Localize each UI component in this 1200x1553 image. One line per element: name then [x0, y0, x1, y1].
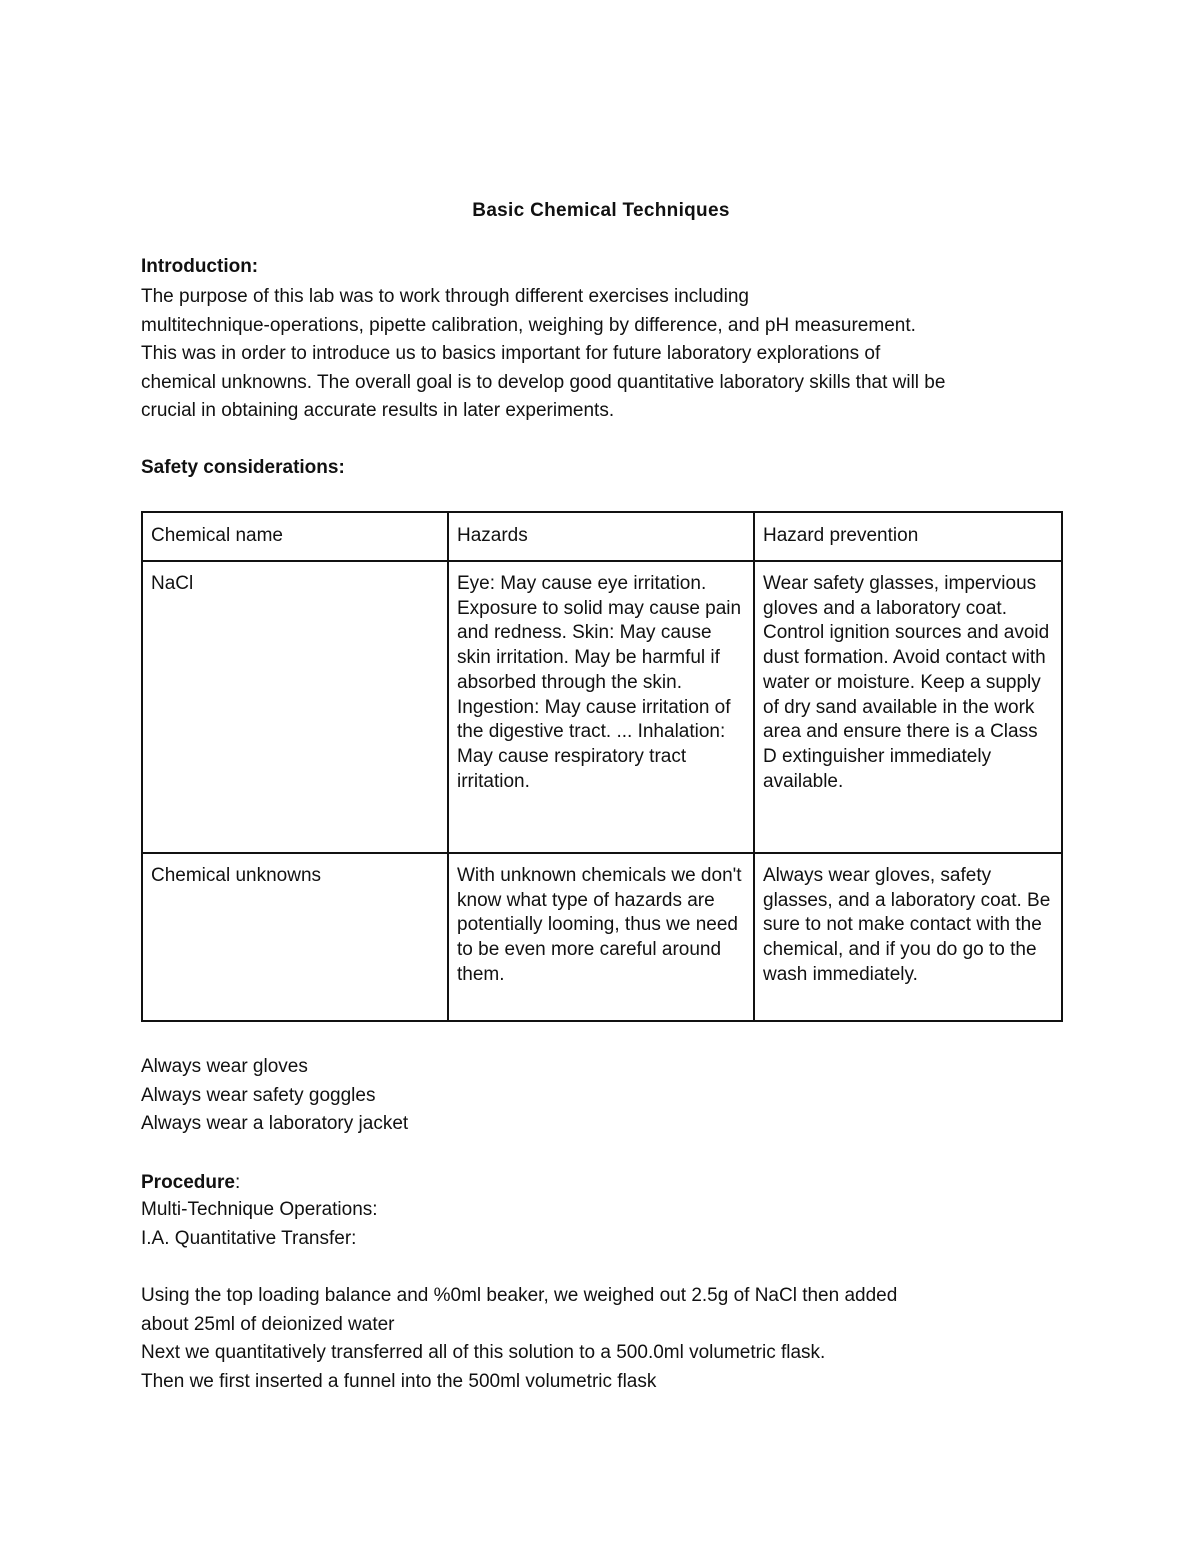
table-row: [142, 561, 1062, 853]
safety-notes: [141, 1053, 408, 1139]
procedure-step: Then we first inserted a funnel into the 500ml volumetric flask: [141, 1370, 657, 1392]
safety-note: Always wear gloves: [141, 1056, 308, 1077]
cell-hazard-prevention: Always wear gloves, safety glasses, and a laboratory coat. Be sure to not make contact with the chemical, and if you do go to the wash immediately.: [754, 853, 1062, 1021]
procedure-subsection: I.A. Quantitative Transfer:: [141, 1227, 357, 1249]
cell-chemical-name: Chemical unknowns: [142, 853, 448, 1021]
header-hazard-prevention: Hazard prevention: [754, 512, 1062, 561]
cell-hazards: With unknown chemicals we don't know what type of hazards are potentially looming, thus we need to be even more careful around them.: [448, 853, 754, 1021]
procedure-section: Multi-Technique Operations:: [141, 1199, 378, 1220]
procedure-step: Using the top loading balance and %0ml beaker, we weighed out 2.5g of NaCl then added: [141, 1285, 898, 1306]
table-row: [142, 853, 1062, 1021]
header-hazards: Hazards: [448, 512, 754, 561]
cell-hazard-prevention: Wear safety glasses, impervious gloves and a laboratory coat. Control ignition sources and avoid dust formation. Avoid contact with water or moisture. Keep a supply of dry sand available in the work area and ensure there is a Class D extinguisher immediately available.: [754, 561, 1062, 853]
procedure-heading-colon: :: [234, 1172, 241, 1193]
header-chemical-name: Chemical name: [142, 512, 448, 561]
intro-line: The purpose of this lab was to work through different exercises including: [141, 286, 749, 307]
safety-note: Always wear a laboratory jacket: [141, 1113, 409, 1135]
introduction-body: [141, 283, 1061, 426]
cell-hazards: Eye: May cause eye irritation. Exposure to solid may cause pain and redness. Skin: May cause skin irritation. May be harmful if absorbed through the skin. Ingestion: May cause irritation of the digestive tract. ... Inhalation: May cause respiratory tract irritation.: [448, 561, 754, 853]
procedure-heading-line: [141, 1169, 240, 1198]
procedure-intro: [141, 1196, 1061, 1253]
procedure-steps: [141, 1282, 1061, 1396]
cell-chemical-name: NaCl: [142, 561, 448, 853]
hazard-table: [141, 511, 1063, 1022]
intro-line: This was in order to introduce us to basics important for future laboratory explorations of: [141, 343, 881, 365]
document-title: Basic Chemical Techniques: [472, 200, 730, 221]
procedure-heading: Procedure: [141, 1172, 235, 1193]
procedure-step: Next we quantitatively transferred all of this solution to a 500.0ml volumetric flask.: [141, 1342, 826, 1364]
safety-heading: Safety considerations:: [141, 457, 345, 478]
introduction-heading: Introduction:: [141, 256, 259, 277]
procedure-step: about 25ml of deionized water: [141, 1313, 395, 1335]
intro-line: multitechnique-operations, pipette calibration, weighing by difference, and pH measurement.: [141, 314, 916, 336]
safety-note: Always wear safety goggles: [141, 1084, 376, 1106]
intro-line: chemical unknowns. The overall goal is to develop good quantitative laboratory skills that will be: [141, 371, 946, 393]
table-header-row: [142, 512, 1062, 561]
intro-line: crucial in obtaining accurate results in later experiments.: [141, 400, 615, 422]
